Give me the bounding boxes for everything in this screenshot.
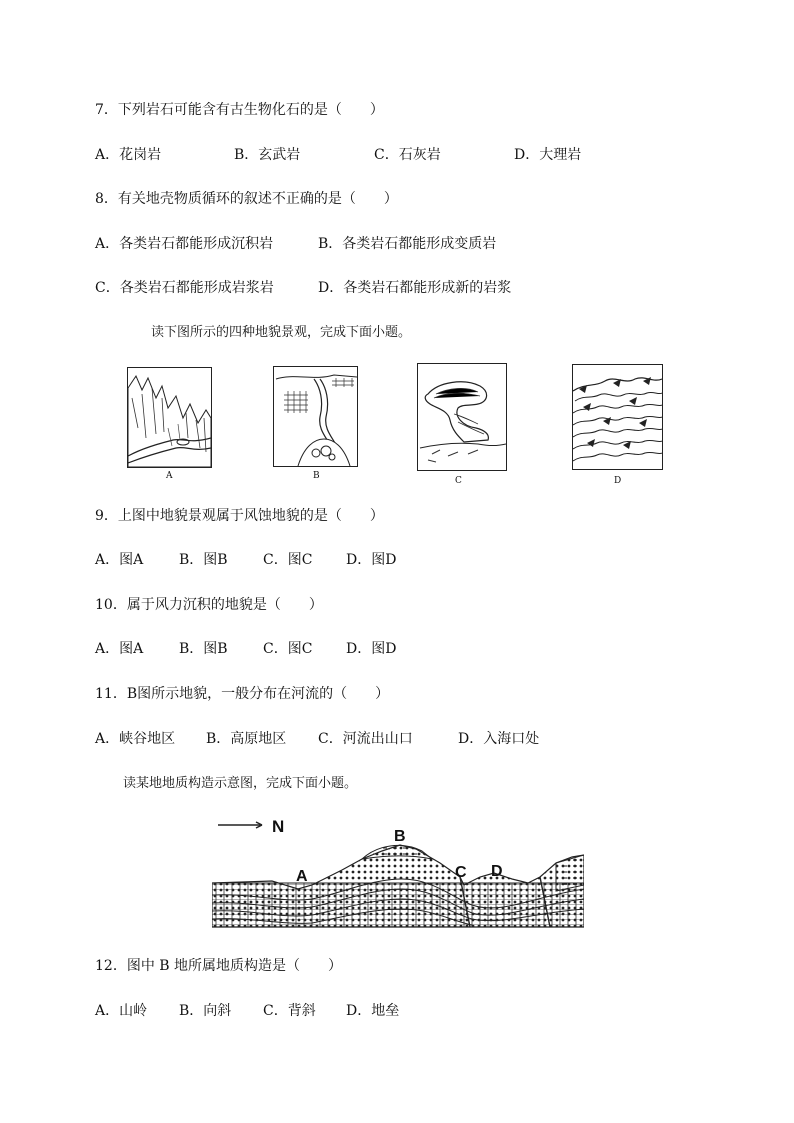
- landform-label-c: C: [455, 476, 462, 486]
- landform-figure-c: [417, 363, 507, 471]
- q11-stem: 11．B图所示地貌，一般分布在河流的（ ）: [95, 686, 390, 702]
- q11-option-c: C．河流出山口: [318, 731, 413, 747]
- point-b-label: B: [394, 828, 406, 845]
- q9-stem: 9．上图中地貌景观属于风蚀地貌的是（ ）: [95, 508, 384, 524]
- q7-stem: 7．下列岩石可能含有古生物化石的是（ ）: [95, 102, 384, 118]
- q7-option-b: B．玄武岩: [234, 147, 301, 163]
- q7-option-c: C．石灰岩: [374, 147, 441, 163]
- q8-option-a: A．各类岩石都能形成沉积岩: [95, 236, 274, 252]
- q8-option-d: D．各类岩石都能形成新的岩浆: [318, 280, 512, 296]
- q10-option-d: D．图D: [346, 641, 397, 657]
- q9-option-a: A．图A: [95, 552, 144, 568]
- q10-option-b: B．图B: [179, 641, 228, 657]
- point-d-label: D: [491, 863, 503, 880]
- reading-instruction-landforms: 读下图所示的四种地貌景观，完成下面小题。: [151, 325, 412, 340]
- q10-stem: 10．属于风力沉积的地貌是（ ）: [95, 597, 323, 613]
- q8-option-c: C．各类岩石都能形成岩浆岩: [95, 280, 274, 296]
- q12-option-b: B．向斜: [179, 1003, 232, 1019]
- landform-figure-b: [273, 366, 358, 467]
- point-a-label: A: [296, 868, 308, 885]
- q9-option-d: D．图D: [346, 552, 397, 568]
- q7-option-d: D．大理岩: [514, 147, 582, 163]
- q10-option-a: A．图A: [95, 641, 144, 657]
- landform-label-a: A: [166, 471, 173, 481]
- q9-option-c: C．图C: [263, 552, 313, 568]
- landform-figure-a: [127, 367, 212, 468]
- q12-option-a: A．山岭: [95, 1003, 148, 1019]
- point-c-label: C: [455, 864, 467, 881]
- north-label: N: [272, 817, 285, 836]
- q7-option-a: A．花岗岩: [95, 147, 162, 163]
- q8-stem: 8．有关地壳物质循环的叙述不正确的是（ ）: [95, 191, 398, 207]
- q11-option-b: B．高原地区: [206, 731, 287, 747]
- q9-option-b: B．图B: [179, 552, 228, 568]
- q12-option-c: C．背斜: [263, 1003, 316, 1019]
- landform-label-d: D: [614, 476, 622, 486]
- q8-option-b: B．各类岩石都能形成变质岩: [318, 236, 497, 252]
- q12-stem: 12．图中 B 地所属地质构造是（ ）: [95, 958, 343, 974]
- reading-instruction-geology: 读某地地质构造示意图，完成下面小题。: [123, 776, 358, 791]
- landform-figure-d: [572, 364, 663, 470]
- q12-option-d: D．地垒: [346, 1003, 400, 1019]
- q11-option-d: D．入海口处: [458, 731, 540, 747]
- landform-label-b: B: [313, 471, 320, 481]
- geological-structure-figure: [212, 815, 584, 930]
- q11-option-a: A．峡谷地区: [95, 731, 176, 747]
- q10-option-c: C．图C: [263, 641, 313, 657]
